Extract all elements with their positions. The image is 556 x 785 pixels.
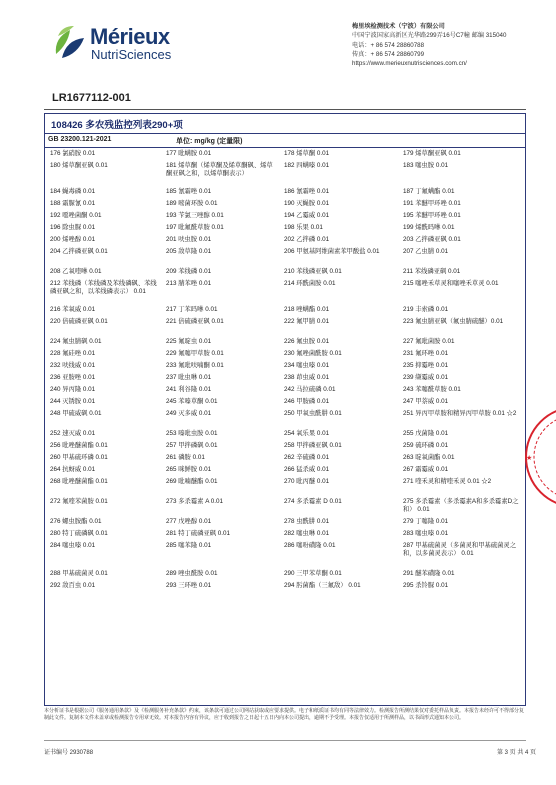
pesticide-cell: 244 灭锈胺 0.01: [50, 398, 96, 405]
pesticide-cell: 257 甲拌磷砜 0.01: [166, 442, 218, 449]
pesticide-cell: 252 速灭威 0.01: [50, 430, 96, 437]
pesticide-cell: 201 呋虫胺 0.01: [166, 236, 212, 243]
section-title-box: [44, 113, 526, 134]
header-divider: [44, 109, 526, 110]
pesticide-cell: 179 烯草酮亚砜 0.01: [403, 150, 461, 157]
pesticide-cell: 184 蝇毒磷 0.01: [50, 188, 96, 195]
pesticide-cell: 272 氟喹苯菌胺 0.01: [50, 498, 108, 505]
logo-text-merieux: Mérieux: [90, 24, 170, 49]
pesticide-cell: 225 氟啶虫 0.01: [166, 338, 212, 345]
table-row: [50, 466, 524, 478]
pesticide-cell: 282 噻虫啉 0.01: [284, 530, 330, 537]
report-number: LR1677112-001: [52, 92, 131, 104]
pesticide-cell: 176 氯硝胺 0.01: [50, 150, 96, 157]
table-row: [50, 200, 524, 212]
table-row: [50, 268, 524, 280]
pesticide-cell: 234 噻虫嗪 0.01: [284, 362, 330, 369]
pesticide-cell: 213 腈苯唑 0.01: [166, 280, 212, 287]
logo-text-nutrisciences: NutriSciences: [91, 47, 172, 62]
standard-code: GB 23200.121-2021: [48, 136, 112, 143]
pesticide-cell: 207 乙虫腈 0.01: [403, 248, 449, 255]
pesticide-cell: 220 倍硫磷亚砜 0.01: [50, 318, 108, 325]
company-info: [352, 22, 506, 68]
pesticide-cell: 190 灭蝇胺 0.01: [284, 200, 330, 207]
pesticide-cell: 217 丁苯吗啉 0.01: [166, 306, 218, 313]
pesticide-cell: 240 异丙隆 0.01: [50, 386, 96, 393]
pesticide-cell: 199 烯酰吗啉 0.01: [403, 224, 455, 231]
pesticide-cell: 178 烯草酮 0.01: [284, 150, 330, 157]
pesticide-cell: 256 吡唑醚菌酯 0.01: [50, 442, 108, 449]
table-row: [50, 542, 524, 570]
pesticide-cell: 198 乐果 0.01: [284, 224, 323, 231]
pesticide-cell: 274 多杀霉素 D 0.01: [284, 498, 342, 505]
pesticide-cell: 265 咪鲜胺 0.01: [166, 466, 212, 473]
pesticide-cell: 250 甲氧虫酰肼 0.01: [284, 410, 342, 417]
pesticide-cell: 185 氰霜唑 0.01: [166, 188, 212, 195]
pesticide-cell: 180 烯草酮亚砜 0.01: [50, 162, 108, 169]
pesticide-cell: 271 喹禾灵和精喹禾灵 0.01 ☆2: [403, 478, 492, 485]
pesticide-cell: 267 霜霉威 0.01: [403, 466, 449, 473]
table-row: [50, 318, 524, 338]
section-title: 108426 多农残监控列表290+项: [51, 120, 183, 131]
pesticide-cell: 236 亚胺唑 0.01: [50, 374, 96, 381]
pesticide-cell: 255 戊菌隆 0.01: [403, 430, 449, 437]
pesticide-cell: 233 氟吡呋喃酮 0.01: [166, 362, 224, 369]
pesticide-cell: 214 环酰菌胺 0.01: [284, 280, 336, 287]
table-row: [50, 582, 524, 594]
pesticide-cell: 266 猛杀威 0.01: [284, 466, 330, 473]
company-name: 梅里埃检测技术（宁波）有限公司: [352, 23, 445, 30]
pesticide-cell: 288 甲基硫菌灵 0.01: [50, 570, 108, 577]
inspection-seal-stamp: [520, 402, 556, 512]
logo-leaf-icon: [52, 24, 86, 60]
certificate-number: 证书编号 2930788: [44, 750, 94, 756]
table-row: [50, 498, 524, 518]
unit-label: 单位: mg/kg (定量限): [176, 138, 243, 145]
pesticide-cell: 205 敌草隆 0.01: [166, 248, 212, 255]
table-row: [50, 350, 524, 362]
pesticide-cell: 200 烯唑醇 0.01: [50, 236, 96, 243]
pesticide-cell: 275 多杀霉素（多杀霉素A和多杀霉素D之和） 0.01: [403, 498, 519, 514]
pesticide-cell: 273 多杀霉素 A 0.01: [166, 498, 224, 505]
pesticide-cell: 253 嗪吡虫胺 0.01: [166, 430, 218, 437]
pesticide-cell: 237 吡虫啉 0.01: [166, 374, 212, 381]
pesticide-cell: 197 吡氟酰草胺 0.01: [166, 224, 224, 231]
pesticide-cell: 191 苯醚甲环唑 0.01: [403, 200, 461, 207]
pesticide-cell: 249 灭多威 0.01: [166, 410, 212, 417]
table-row: [50, 478, 524, 498]
pesticide-cell: 186 氰霜唑 0.01: [284, 188, 330, 195]
table-row: [50, 162, 524, 188]
pesticide-cell: 215 噻唑禾草灵和噻唑禾草灵 0.01: [403, 280, 499, 287]
table-row: [50, 338, 524, 350]
table-row: [50, 398, 524, 410]
table-row: [50, 280, 524, 306]
table-row: [50, 212, 524, 224]
pesticide-cell: 291 醚苯磺隆 0.01: [403, 570, 455, 577]
pesticide-cell: 230 氟唑菌酰胺 0.01: [284, 350, 342, 357]
pesticide-cell: 193 苄氯三唑醇 0.01: [166, 212, 224, 219]
pesticide-cell: 202 乙拌磷 0.01: [284, 236, 330, 243]
table-row: [50, 306, 524, 318]
pesticide-cell: 284 噻虫嗪 0.01: [50, 542, 96, 549]
pesticide-cell: 195 苯醚甲环唑 0.01: [403, 212, 461, 219]
company-tel: 电话：+ 86 574 28860788: [352, 41, 425, 49]
table-row: [50, 570, 524, 582]
pesticide-cell: 239 缬霉威 0.01: [403, 374, 449, 381]
pesticide-cell: 269 吡喃醚酯 0.01: [166, 478, 218, 485]
pesticide-cell: 268 吡唑醚菌酯 0.01: [50, 478, 108, 485]
pesticide-cell: 279 丁噻隆 0.01: [403, 518, 449, 525]
pesticide-cell: 258 甲拌磷亚砜 0.01: [284, 442, 342, 449]
table-row: [50, 518, 524, 530]
pesticide-cell: 182 四螨嗪 0.01: [284, 162, 330, 169]
pesticide-cell: 212 苯线磷（苯线磷及苯线磷砜、苯线磷亚砜之和，以苯线磷表示） 0.01: [50, 280, 157, 296]
pesticide-cell: 224 氟虫腈砜 0.01: [50, 338, 102, 345]
pesticide-cell: 290 三甲苯草酮 0.01: [284, 570, 342, 577]
pesticide-cell: 181 烯草酮（烯草酮及烯草酮砜、烯草酮亚砜之和，以烯草酮表示）: [166, 162, 273, 178]
table-row: [50, 530, 524, 542]
pesticide-cell: 216 苯氧威 0.01: [50, 306, 96, 313]
pesticide-cell: 211 苯线磷亚砜 0.01: [403, 268, 461, 275]
standard-divider: [45, 147, 525, 148]
table-row: [50, 188, 524, 200]
table-row: [50, 150, 524, 162]
pesticide-cell: 204 乙拌磷亚砜 0.01: [50, 248, 108, 255]
pesticide-cell: 281 特丁硫磷亚砜 0.01: [166, 530, 231, 537]
pesticide-cell: 262 辛硫磷 0.01: [284, 454, 330, 461]
pesticide-cell: 280 特丁硫磷砜 0.01: [50, 530, 108, 537]
pesticide-cell: 232 呋线威 0.01: [50, 362, 96, 369]
table-row: [50, 236, 524, 248]
table-row: [50, 248, 524, 268]
pesticide-cell: 210 苯线磷亚砜 0.01: [284, 268, 342, 275]
pesticide-cell: 294 肟菌酯（三氟敌） 0.01: [284, 582, 361, 589]
pesticide-cell: 238 茚虫威 0.01: [284, 374, 330, 381]
pesticide-cell: 226 氟虫胺 0.01: [284, 338, 330, 345]
pesticide-cell: 235 抑霉唑 0.01: [403, 362, 449, 369]
table-row: [50, 374, 524, 386]
pesticide-cell: 228 氟硅唑 0.01: [50, 350, 96, 357]
table-row: [50, 386, 524, 398]
pesticide-cell: 227 氟吡菌胺 0.01: [403, 338, 455, 345]
pesticide-cell: 254 氧乐果 0.01: [284, 430, 330, 437]
company-website[interactable]: https://www.merieuxnutrisciences.com.cn/: [352, 60, 467, 68]
pesticide-cell: 223 氟虫腈亚砜（氟虫腈硫醚）0.01: [403, 318, 504, 325]
standard-row: [48, 134, 522, 148]
pesticide-cell: 245 苯嗪草酮 0.01: [166, 398, 218, 405]
pesticide-cell: 285 噻苯隆 0.01: [166, 542, 212, 549]
pesticide-cell: 221 倍硫磷亚砜 0.01: [166, 318, 224, 325]
pesticide-cell: 248 甲硫威砜 0.01: [50, 410, 102, 417]
pesticide-cell: 196 除虫脲 0.01: [50, 224, 96, 231]
pesticide-cell: 278 虫酰肼 0.01: [284, 518, 330, 525]
pesticide-cell: 242 马拉硫磷 0.01: [284, 386, 336, 393]
pesticide-cell: 177 吡螨胺 0.01: [166, 150, 212, 157]
pesticide-cell: 289 唑虫酰胺 0.01: [166, 570, 218, 577]
pesticide-cell: 189 嘧菌环胺 0.01: [166, 200, 218, 207]
pesticide-cell: 192 噁唑菌酮 0.01: [50, 212, 102, 219]
pesticide-cell: 292 敌百虫 0.01: [50, 582, 96, 589]
pesticide-cell: 231 氟环唑 0.01: [403, 350, 449, 357]
pesticide-cell: 261 磷胺 0.01: [166, 454, 205, 461]
pesticide-cell: 276 螺虫胺酯 0.01: [50, 518, 102, 525]
company-address: 中国宁波国家高新区光华路299弄16号C7幢 邮编 315040: [352, 32, 507, 40]
pesticide-cell: 251 异丙甲草胺和精异丙甲草胺 0.01 ☆2: [403, 410, 517, 417]
company-fax: 传真：+ 86 574 28860799: [352, 50, 425, 58]
pesticide-cell: 218 唑螨酯 0.01: [284, 306, 330, 313]
pesticide-grid: [50, 150, 524, 594]
pesticide-cell: 222 氟甲腈 0.01: [284, 318, 330, 325]
pesticide-cell: 229 氟噻甲草胺 0.01: [166, 350, 224, 357]
table-row: [50, 454, 524, 466]
pesticide-cell: 246 甲胺磷 0.01: [284, 398, 330, 405]
pesticide-cell: 264 抗蚜威 0.01: [50, 466, 96, 473]
table-row: [50, 442, 524, 454]
pesticide-cell: 183 噻虫胺 0.01: [403, 162, 449, 169]
page-number: 第 3 页 共 4 页: [497, 750, 537, 756]
pesticide-cell: 270 吡丙醚 0.01: [284, 478, 330, 485]
pesticide-cell: 241 利谷隆 0.01: [166, 386, 212, 393]
pesticide-cell: 206 甲氨基阿维菌素苯甲酸盐 0.01: [284, 248, 380, 255]
pesticide-cell: 187 丁氟螨酯 0.01: [403, 188, 455, 195]
table-row: [50, 410, 524, 430]
company-logo: [52, 22, 202, 68]
svg-text:★: ★: [526, 454, 533, 462]
table-row: [50, 224, 524, 236]
pesticide-cell: 247 甲萘威 0.01: [403, 398, 449, 405]
pesticide-cell: 263 啶氧菌酯 0.01: [403, 454, 455, 461]
pesticide-cell: 260 甲基硫环磷 0.01: [50, 454, 108, 461]
pesticide-cell: 287 甲基硫菌灵（多菌灵和甲基硫菌灵之和，以多菌灵表示） 0.01: [403, 542, 517, 558]
legal-footnote: 本分析证书是根据公司《服务通用条款》及《检测服务补充条款》约束，该条款可通过公司网站获取或应要求提供。电子和纸质证书均有同等法律效力。检测报告所测结果仅对委托样品负责。本报告未经许可不得部分复制此文件。复制本文件未盖章或检测报告专用章无效。对本报告内容有异议，应于收到报告之日起十五日内向本公司提出，逾期不予受理。本报告仅适用于所测样品，以书面形式通知本公司。: [44, 708, 525, 721]
pesticide-cell: 203 乙拌磷亚砜 0.01: [403, 236, 461, 243]
pesticide-cell: 259 硫环磷 0.01: [403, 442, 449, 449]
pesticide-cell: 286 噻吩磺隆 0.01: [284, 542, 336, 549]
pesticide-cell: 243 苯噻酰草胺 0.01: [403, 386, 461, 393]
pesticide-cell: 293 三环唑 0.01: [166, 582, 212, 589]
pesticide-cell: 283 噻虫嗪 0.01: [403, 530, 449, 537]
pesticide-cell: 209 苯线磷 0.01: [166, 268, 212, 275]
table-row: [50, 430, 524, 442]
pesticide-cell: 208 乙氧喹啉 0.01: [50, 268, 102, 275]
pesticide-cell: 277 戊唑醇 0.01: [166, 518, 212, 525]
pesticide-cell: 295 杀铃脲 0.01: [403, 582, 449, 589]
table-row: [50, 362, 524, 374]
footer-divider: [44, 740, 526, 741]
pesticide-cell: 194 乙霉威 0.01: [284, 212, 330, 219]
pesticide-cell: 219 丰索磷 0.01: [403, 306, 449, 313]
pesticide-cell: 188 霜脲氰 0.01: [50, 200, 96, 207]
